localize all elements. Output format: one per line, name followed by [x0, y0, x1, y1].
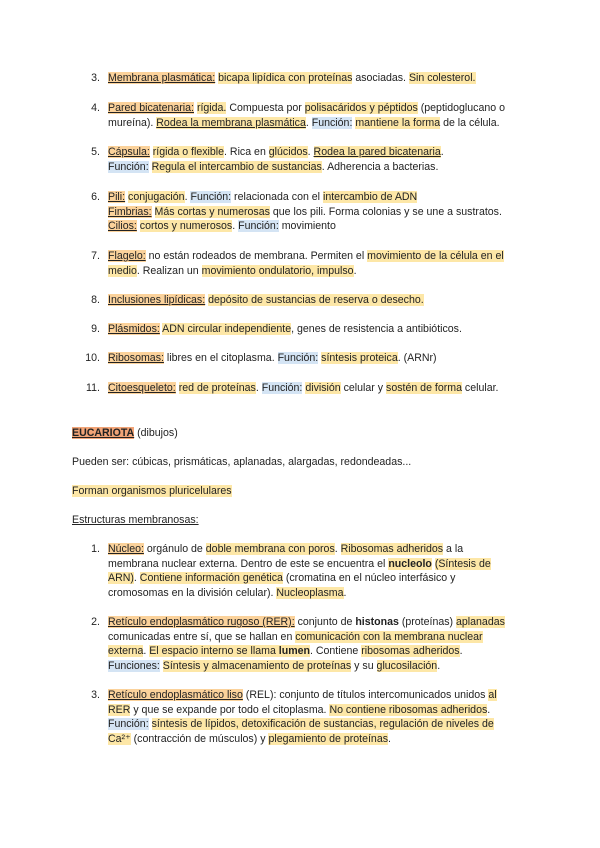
text-segment: . Realizan un: [136, 264, 202, 277]
list-item-line: [108, 219, 336, 233]
text-segment: .: [133, 572, 140, 585]
text-segment: ribosomas adheridos: [361, 645, 460, 658]
list-item-line: [108, 659, 440, 673]
text-segment: plegamiento de proteínas: [268, 732, 389, 745]
text-segment: Rodea la pared bicatenaria: [313, 146, 441, 158]
text-segment: movimiento de la célula en el: [367, 250, 504, 262]
term-label: Núcleo:: [108, 543, 144, 555]
list-number: 5.: [91, 146, 100, 158]
text-segment: mureína).: [108, 116, 157, 129]
text-segment: sostén de forma: [386, 382, 462, 394]
text-segment: cromosomas en la división celular).: [108, 586, 277, 599]
function-label: Funciones:: [108, 659, 160, 672]
text-segment: intercambio de ADN: [322, 191, 418, 203]
text-segment: .: [255, 382, 262, 394]
text-segment: rígida o flexible: [152, 146, 225, 158]
text-segment: medio: [108, 264, 137, 277]
list-item-line: [108, 630, 483, 644]
term-label: Cilios:: [108, 220, 137, 233]
term-label: Inclusiones lipídicas:: [108, 294, 206, 306]
text-segment: a la: [443, 543, 464, 555]
text-segment: Compuesta por: [226, 102, 305, 114]
list-item-line: [108, 116, 500, 130]
function-label: Función:: [108, 718, 149, 731]
text-segment: , genes de resistencia a antibióticos.: [291, 323, 462, 335]
text-segment: .: [353, 264, 357, 277]
text-segment: membrana nuclear externa. Dentro de este se encuentra el: [108, 557, 389, 570]
text-segment: . Contiene: [309, 645, 362, 658]
text-segment: cortos y numerosos: [139, 220, 233, 233]
text-segment: .: [440, 146, 444, 158]
eukaryote-heading-note: (dibujos): [134, 427, 178, 439]
text-segment: división: [305, 382, 341, 394]
text-segment: mantiene la forma: [355, 116, 441, 129]
list-item-line: [108, 101, 505, 115]
text-segment: y que se expande por todo el citoplasma.: [130, 703, 330, 716]
organisms-line: [72, 484, 232, 498]
text-segment: . Rica en: [224, 146, 269, 158]
function-label: Función:: [277, 352, 319, 364]
organisms-text: Forman organismos pluricelulares: [72, 485, 232, 497]
text-segment: El espacio interno se llama: [149, 645, 279, 658]
text-segment: nucleolo: [388, 557, 432, 570]
text-segment: histonas: [355, 616, 399, 628]
list-item-line: [108, 160, 438, 174]
text-segment: (REL): conjunto de títulos intercomunicados unidos: [242, 689, 489, 701]
text-segment: .: [437, 659, 441, 672]
list-item-line: [108, 586, 346, 600]
text-segment: Más cortas y numerosas: [154, 205, 270, 218]
text-segment: (peptidoglucano o: [417, 102, 505, 114]
text-segment: Regula el intercambio de sustancias: [151, 160, 322, 173]
text-segment: .: [343, 586, 347, 599]
text-segment: Síntesis y almacenamiento de proteínas: [162, 659, 352, 672]
text-segment: .: [184, 191, 191, 203]
function-label: Función:: [190, 191, 232, 203]
list-item-line: [108, 615, 505, 629]
text-segment: bicapa lipídica con proteínas: [218, 72, 353, 84]
list-item-line: [108, 205, 502, 219]
list-item-line: [108, 732, 391, 746]
list-item-line: [108, 145, 444, 159]
text-segment: (contracción de músculos) y: [130, 732, 269, 745]
text-segment: síntesis proteica: [321, 352, 398, 364]
text-segment: Sin colesterol.: [408, 72, 476, 84]
list-item-line: [108, 190, 417, 204]
text-segment: (cromatina en el núcleo interfásico y: [282, 572, 456, 585]
list-number: 10.: [85, 352, 100, 364]
text-segment: orgánulo de: [143, 543, 206, 555]
text-segment: Rodea la membrana plasmática: [156, 116, 306, 129]
text-segment: movimiento: [278, 220, 336, 233]
function-label: Función:: [311, 116, 353, 129]
list-item-line: [108, 322, 462, 336]
text-segment: que los pili. Forma colonias y se une a sustratos.: [269, 205, 502, 218]
text-segment: externa: [108, 645, 144, 658]
text-segment: no están rodeados de membrana. Permiten el: [145, 250, 368, 262]
list-number: 11.: [86, 382, 100, 394]
text-segment: polisacáridos y péptidos: [304, 102, 418, 114]
text-segment: Ribosomas adheridos: [340, 543, 444, 555]
cell-shapes-line: Pueden ser: cúbicas, prismáticas, aplanadas, alargadas, redondeadas...: [72, 456, 412, 468]
list-number: 6.: [91, 191, 100, 203]
text-segment: síntesis de lípidos, detoxificación de sustancias, regulación de niveles de: [151, 718, 494, 731]
text-segment: libres en el citoplasma.: [163, 352, 278, 364]
term-label: Plásmidos:: [108, 323, 160, 335]
text-segment: .: [459, 645, 463, 658]
term-label: Pared bicatenaria:: [108, 102, 194, 114]
list-item-line: [108, 644, 463, 658]
text-segment: y su: [351, 659, 377, 672]
text-segment: Ca²⁺: [108, 732, 131, 745]
eukaryote-heading-line: [72, 426, 178, 440]
text-segment: No contiene ribosomas adheridos: [329, 703, 488, 716]
text-segment: rígida.: [196, 102, 227, 114]
list-number: 4.: [91, 102, 100, 114]
text-segment: red de proteínas: [178, 382, 256, 394]
text-segment: doble membrana con poros: [205, 543, 335, 555]
text-segment: ARN): [108, 572, 134, 585]
term-label: Fimbrias:: [108, 205, 152, 218]
text-segment: .: [232, 220, 239, 233]
text-segment: conjunto de: [294, 616, 356, 628]
text-segment: . Adherencia a bacterias.: [321, 160, 439, 173]
text-segment: relacionada con el: [231, 191, 323, 203]
text-segment: RER: [108, 703, 131, 716]
list-item-line: [108, 557, 491, 571]
text-segment: lumen: [278, 645, 310, 658]
function-label: Función:: [238, 220, 279, 233]
text-segment: aplanadas: [456, 616, 505, 628]
text-segment: . (ARNr): [397, 352, 437, 364]
membranous-structures-heading: Estructuras membranosas:: [72, 514, 199, 526]
text-segment: ADN circular independiente: [162, 323, 292, 335]
text-segment: asociadas.: [352, 72, 409, 84]
list-number: 7.: [91, 250, 100, 262]
list-number: 3.: [91, 72, 100, 84]
list-item-line: [108, 293, 424, 307]
list-number: 3.: [91, 689, 100, 701]
text-segment: al: [488, 689, 497, 701]
list-item-line: [108, 71, 476, 85]
text-segment: glúcidos: [268, 146, 308, 158]
list-number: 1.: [91, 543, 100, 555]
term-label: Ribosomas:: [108, 352, 164, 364]
text-segment: .: [305, 116, 312, 129]
list-number: 2.: [91, 616, 100, 628]
text-segment: comunicadas entre sí, que se hallan en: [108, 630, 296, 643]
text-segment: .: [487, 703, 491, 716]
term-label: Cápsula:: [108, 146, 150, 158]
text-segment: .: [143, 645, 150, 658]
function-label: Función:: [261, 382, 303, 394]
text-segment: celular y: [340, 382, 387, 394]
text-segment: comunicación con la membrana nuclear: [295, 630, 483, 643]
text-segment: celular.: [461, 382, 499, 394]
list-item-line: [108, 703, 490, 717]
text-segment: Nucleoplasma: [276, 586, 344, 599]
text-segment: de la célula.: [440, 116, 500, 129]
text-segment: (Síntesis de: [434, 557, 491, 570]
eukaryote-heading: EUCARIOTA: [72, 427, 135, 439]
term-label: Retículo endoplasmático liso: [108, 689, 243, 701]
text-segment: movimiento ondulatorio, impulso: [201, 264, 354, 277]
term-label: Membrana plasmática:: [108, 72, 216, 84]
list-number: 9.: [91, 323, 100, 335]
term-label: Flagelo:: [108, 250, 146, 262]
list-number: 8.: [91, 294, 100, 306]
list-item-line: [108, 571, 455, 585]
list-item-line: [108, 717, 494, 731]
list-item-line: [108, 542, 463, 556]
list-item-line: [108, 249, 504, 263]
term-label: Pili:: [108, 191, 126, 203]
list-item-line: [108, 381, 499, 395]
term-label: Citoesqueleto:: [108, 382, 176, 394]
list-item-line: [108, 351, 437, 365]
list-item-line: [108, 688, 497, 702]
list-item-line: [108, 264, 357, 278]
text-segment: conjugación: [128, 191, 185, 203]
function-label: Función:: [108, 160, 149, 173]
text-segment: .: [388, 732, 391, 745]
text-segment: (proteínas): [398, 616, 457, 628]
term-label: Retículo endoplasmático rugoso (RER):: [108, 616, 295, 628]
text-segment: Contiene información genética: [139, 572, 283, 585]
text-segment: glucosilación: [376, 659, 438, 672]
text-segment: depósito de sustancias de reserva o desecho.: [208, 294, 424, 306]
text-segment: .: [334, 543, 341, 555]
text-segment: .: [307, 146, 314, 158]
